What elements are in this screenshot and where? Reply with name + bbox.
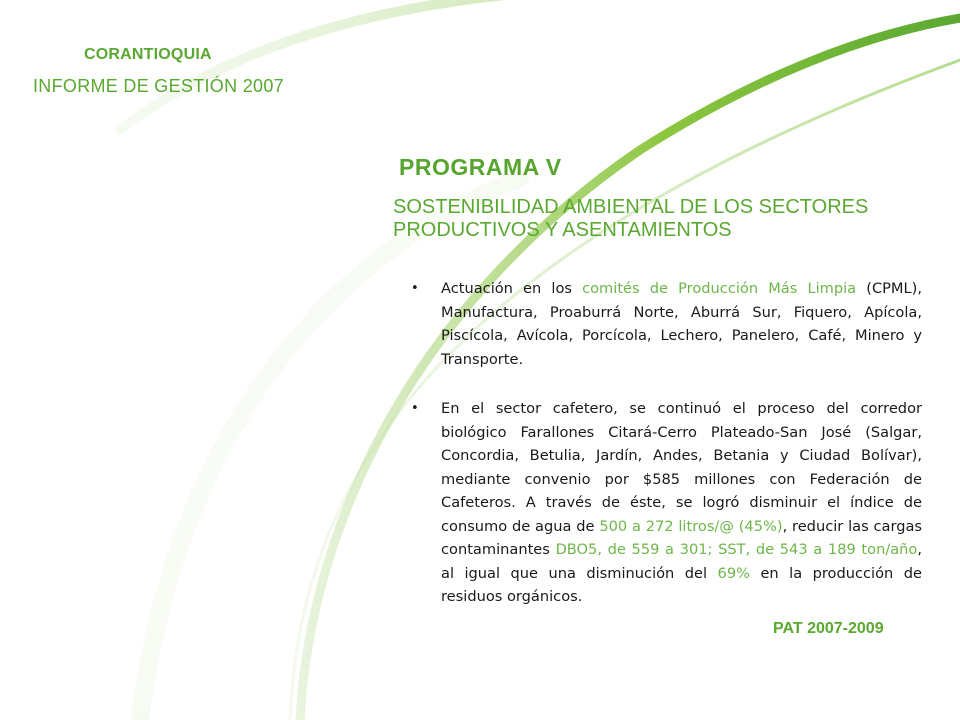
highlighted-text: comités de Producción Más Limpia	[582, 280, 857, 297]
report-title: INFORME DE GESTIÓN 2007	[33, 76, 284, 96]
bullet-text: en la producción de residuos orgánicos.	[441, 564, 922, 605]
period-label: PAT 2007-2009	[773, 620, 884, 637]
highlighted-text: DBO5, de 559 a 301; SST, de 543 a 189 ton/año	[555, 541, 918, 558]
bullet-text: (CPML), Manufactura, Proaburrá Norte, Aburrá Sur, Fiquero, Apícola, Piscícola, Avícola, Porcícola, Lechero, Panelero, Café, Minero y Transporte.	[441, 280, 922, 368]
bullet-item	[410, 397, 922, 609]
bullet-text: Actuación en los	[441, 280, 583, 297]
bullet-dot-icon: •	[411, 281, 419, 296]
highlighted-text: 500 a 272 litros/@ (45%)	[599, 517, 783, 535]
bullet-text: , al igual que una disminución del	[441, 541, 922, 582]
highlighted-text: 69%	[717, 564, 750, 582]
bullet-text: , reducir las cargas contaminantes	[441, 517, 923, 558]
bullet-item	[410, 277, 922, 371]
program-title: PROGRAMA V	[399, 154, 562, 180]
bullet-text: En el sector cafetero, se continuó el proceso del corredor biológico Farallones Citará-Cerro Plateado-San José (Salgar, Concordia, Betulia, Jardín, Andes, Betania y Ciudad Bolívar), mediante convenio por $585 millones con Federación de Cafeteros. A través de éste, se logró disminuir el índice de consumo de agua de	[441, 400, 922, 535]
bullet-list	[410, 277, 922, 609]
program-subtitle: SOSTENIBILIDAD AMBIENTAL DE LOS SECTORES PRODUCTIVOS Y ASENTAMIENTOS	[393, 196, 869, 241]
organization-name: CORANTIOQUIA	[84, 46, 212, 63]
bullet-dot-icon: •	[411, 401, 419, 416]
